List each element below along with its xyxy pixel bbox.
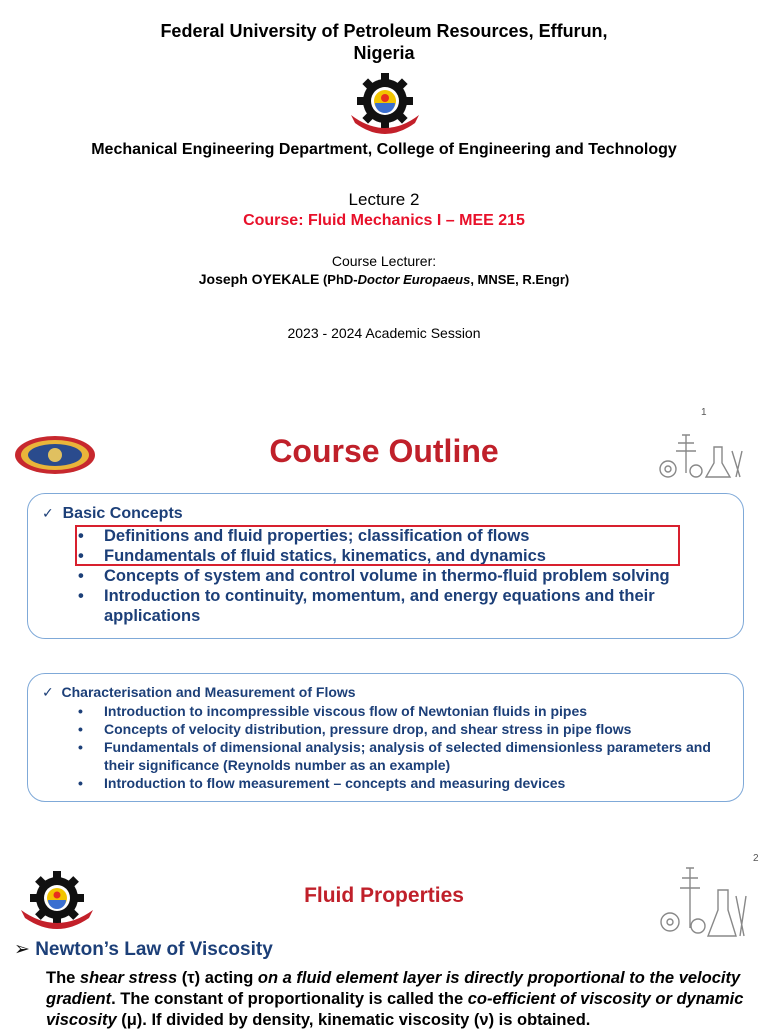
academic-session: 2023 - 2024 Academic Session [287, 325, 481, 341]
list-item-text: Concepts of system and control volume in thermo-fluid problem solving [104, 567, 670, 585]
course-title: Course: Fluid Mechanics I – MEE 215 [243, 212, 525, 229]
slide-title-fluid-properties: Fluid Properties [304, 884, 464, 907]
lecturer-credentials: , MNSE, R.Engr) [470, 272, 570, 287]
university-logo-icon [342, 68, 428, 134]
bullet-icon: • [78, 703, 83, 719]
list-item-text: Fundamentals of fluid statics, kinematics, and dynamics [104, 547, 546, 565]
lecture-number: Lecture 2 [348, 190, 420, 209]
bullet-icon: • [78, 721, 83, 737]
checkmark-icon: ✓ [42, 505, 54, 521]
section2-list [78, 702, 729, 792]
lecturer-name-line [0, 271, 768, 287]
list-item-text: Introduction to flow measurement – concepts and measuring devices [104, 775, 566, 791]
highlight-box [75, 525, 680, 566]
list-item-text: Introduction to continuity, momentum, and energy equations and their applications [104, 587, 655, 625]
para-part: (τ) acting [177, 969, 258, 987]
bullet-icon: • [78, 547, 84, 565]
para-part-italic: on a fluid element layer is directly proportional to the velocity gradient [46, 969, 741, 1008]
university-line-1: Federal University of Petroleum Resources, Effurun, [160, 21, 608, 41]
subtitle-line [14, 938, 273, 961]
lecturer-name: Joseph OYEKALE [198, 271, 320, 287]
bullet-icon: • [78, 739, 83, 755]
lecturer-doctor: Doctor Europaeus [357, 272, 471, 287]
bullet-icon: • [78, 527, 84, 545]
university-line-2: Nigeria [353, 43, 415, 63]
list-item-text: Concepts of velocity distribution, pressure drop, and shear stress in pipe flows [104, 721, 632, 737]
page-number-1: 1 [701, 407, 707, 418]
section-basic-concepts [42, 505, 183, 523]
lecturer-label: Course Lecturer: [331, 253, 437, 269]
slide-title-course-outline: Course Outline [269, 433, 499, 469]
viscosity-paragraph [46, 968, 756, 1031]
university-name [0, 20, 768, 64]
para-part-italic: co-efficient of viscosity or dynamic viscosity [46, 990, 744, 1029]
section2-heading-line [42, 684, 356, 701]
list-item-text: Fundamentals of dimensional analysis; analysis of selected dimensionless parameters and their significance (Reynolds number as an example) [104, 739, 711, 773]
bullet-icon: • [78, 587, 84, 605]
list-item [78, 720, 729, 738]
section2-heading: Characterisation and Measurement of Flows [61, 684, 356, 700]
newton-law-subtitle: Newton’s Law of Viscosity [35, 939, 273, 960]
list-item [78, 738, 729, 774]
engineering-tools-icon [656, 433, 748, 481]
list-item [78, 702, 729, 720]
department-line: Mechanical Engineering Department, College of Engineering and Technology [91, 141, 677, 158]
para-part-italic: shear stress [79, 969, 178, 987]
lecturer-open-paren: ( [319, 272, 328, 287]
bullet-icon: • [78, 567, 84, 585]
para-part: (μ). If divided by density, kinematic viscosity (ν) is obtained. [116, 1011, 591, 1029]
list-item [78, 566, 724, 586]
para-part: . The constant of proportionality is called the [111, 990, 468, 1008]
checkmark-icon: ✓ [42, 684, 54, 700]
lecturer-phd: PhD- [327, 272, 358, 287]
list-item-text: Introduction to incompressible viscous flow of Newtonian fluids in pipes [104, 703, 588, 719]
list-item [78, 586, 724, 626]
para-part: The [46, 969, 80, 987]
list-item-text: Definitions and fluid properties; classification of flows [104, 527, 530, 545]
engineering-tools-small-icon [658, 866, 750, 942]
page-number-2: 2 [753, 853, 759, 864]
arrow-bullet-icon: ➢ [14, 939, 30, 960]
list-item [78, 774, 729, 792]
section1-heading: Basic Concepts [62, 505, 183, 522]
bullet-icon: • [78, 775, 83, 791]
section-flows [42, 684, 356, 701]
section1-heading-line [42, 505, 183, 523]
